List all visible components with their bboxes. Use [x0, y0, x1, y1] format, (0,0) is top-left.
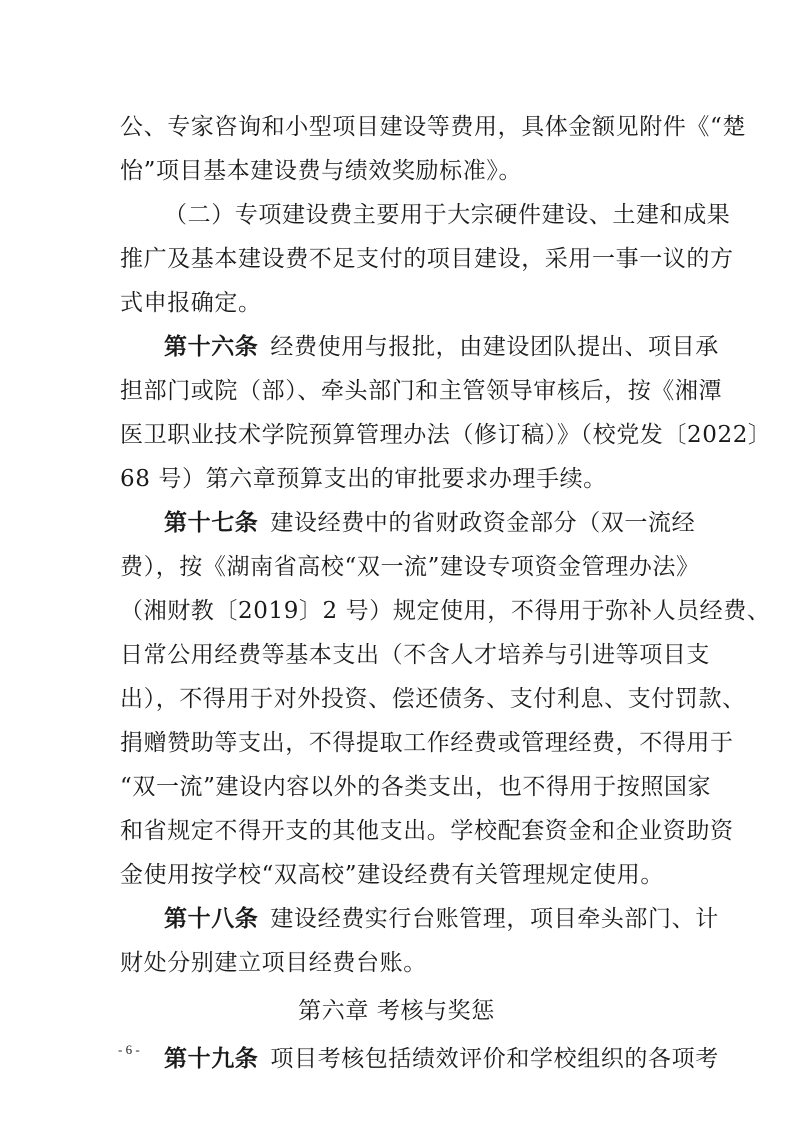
article-19-text: 项目考核包括绩效评价和学校组织的各项考: [270, 1046, 719, 1072]
article-18-text: 建设经费实行台账管理，项目牵头部门、计: [270, 906, 719, 932]
article-17-first-line: [164, 508, 696, 538]
page-number: - 6 -: [118, 1042, 140, 1057]
article-16-title: 第十六条: [164, 334, 259, 360]
paragraph-line: 担部门或院（部）、牵头部门和主管领导审核后，按《湘潭: [120, 378, 723, 404]
article-18-first-line: [164, 904, 719, 934]
article-17-title: 第十七条: [164, 510, 259, 536]
article-17-text: 建设经费中的省财政资金部分（双一流经: [270, 510, 696, 536]
article-19-title: 第十九条: [164, 1046, 259, 1072]
paragraph-line: 和省规定不得开支的其他支出。学校配套资金和企业资助资: [120, 818, 734, 844]
paragraph-line: 68 号）第六章预算支出的审批要求办理手续。: [120, 466, 607, 492]
paragraph-line: “双一流”建设内容以外的各类支出，也不得用于按照国家: [120, 774, 712, 800]
paragraph-line: （湘财教〔2019〕2 号）规定使用，不得用于弥补人员经费、: [120, 598, 771, 624]
paragraph-line: 出），不得用于对外投资、偿还债务、支付利息、支付罚款、: [120, 686, 746, 712]
article-18-title: 第十八条: [164, 906, 259, 932]
paragraph-line: 费），按《湖南省高校“双一流”建设专项资金管理办法》: [120, 554, 700, 580]
paragraph-line: 日常公用经费等基本支出（不含人才培养与引进等项目支: [120, 642, 710, 668]
paragraph-line: 公、专家咨询和小型项目建设等费用，具体金额见附件《“楚: [120, 114, 746, 140]
article-16-first-line: [164, 332, 719, 362]
paragraph-line: 捐赠赞助等支出，不得提取工作经费或管理经费，不得用于: [120, 730, 734, 756]
article-19-first-line: [164, 1044, 719, 1074]
paragraph-line: 金使用按学校“双高校”建设经费有关管理规定使用。: [120, 862, 664, 888]
paragraph-line: 怡”项目基本建设费与绩效奖励标准》。: [120, 158, 523, 184]
paragraph-line: 推广及基本建设费不足支付的项目建设，采用一事一议的方: [120, 246, 734, 272]
article-16-text: 经费使用与报批，由建设团队提出、项目承: [270, 334, 719, 360]
paragraph-line: （二）专项建设费主要用于大宗硬件建设、土建和成果: [164, 202, 731, 228]
paragraph-line: 式申报确定。: [120, 290, 262, 316]
paragraph-line: 医卫职业技术学院预算管理办法（修订稿）》（校党发〔2022〕: [120, 422, 772, 448]
chapter-6-heading: 第六章 考核与奖惩: [298, 998, 495, 1024]
paragraph-line: 财处分别建立项目经费台账。: [120, 950, 427, 976]
